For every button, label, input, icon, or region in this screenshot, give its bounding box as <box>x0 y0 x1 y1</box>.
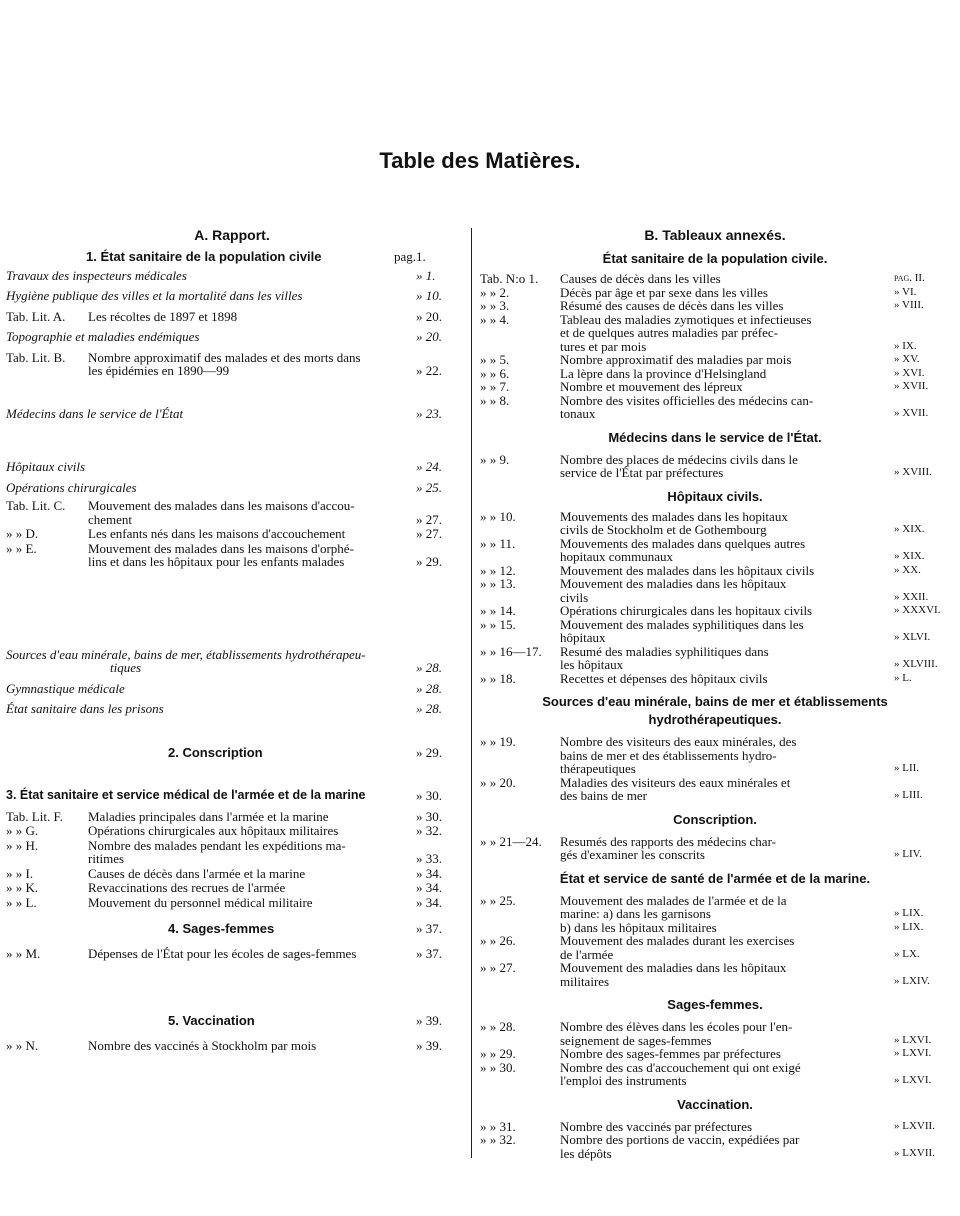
entry-text: Resumés des rapports des médecins char- <box>560 833 776 849</box>
toc-entry <box>480 564 950 578</box>
entry-text: tures et par mois <box>560 338 647 354</box>
section-heading-2 <box>6 746 458 760</box>
entry-text: et de quelques autres maladies par préfec- <box>560 325 779 340</box>
section-title: 2. Conscription <box>168 744 263 760</box>
entry-ref: » » 18. <box>480 670 516 686</box>
entry-text: l'emploi des instruments <box>560 1073 687 1088</box>
section-heading-1 <box>6 250 458 264</box>
toc-entry <box>6 896 458 910</box>
entry-page: » 32. <box>416 823 442 838</box>
entry-page: » VI. <box>894 285 917 298</box>
entry-page: » 33. <box>416 851 442 866</box>
toc-entry <box>480 1061 950 1075</box>
toc-entry <box>6 947 458 961</box>
section-title: 4. Sages-femmes <box>168 921 275 936</box>
toc-entry <box>6 555 458 569</box>
toc-entry <box>480 394 950 408</box>
entry-ref: » » 7. <box>480 379 510 394</box>
entry-page: » XIX. <box>894 550 925 562</box>
entry-text: ritimes <box>88 851 125 866</box>
entry-text: Opérations chirurgicales aux hôpitaux militaires <box>88 823 339 838</box>
section-title: 5. Vaccination <box>168 1013 255 1028</box>
entry-text: Topographie et maladies endémiques <box>6 329 200 344</box>
entry-ref: » » 31. <box>480 1118 516 1134</box>
entry-page: » LX. <box>894 947 920 960</box>
toc-entry <box>6 527 458 541</box>
toc-entry <box>480 1020 950 1034</box>
entry-page: » 34. <box>416 865 442 881</box>
entry-page: » XVII. <box>894 380 929 392</box>
toc-entry <box>6 364 458 378</box>
entry-ref: » » I. <box>6 865 34 881</box>
entry-page: » LXVI. <box>894 1047 932 1059</box>
entry-text: militaires <box>560 973 610 989</box>
toc-entry <box>480 735 950 749</box>
toc-entry <box>6 310 458 324</box>
entry-page: » XVII. <box>894 407 929 419</box>
toc-entry <box>480 975 950 989</box>
entry-page: » 27. <box>416 526 442 541</box>
entry-text: tonaux <box>560 406 596 421</box>
entry-ref: » » 5. <box>480 352 510 367</box>
toc-entry <box>480 353 950 367</box>
toc-entry <box>480 407 950 421</box>
toc-entry <box>480 367 950 381</box>
entry-page: » 28. <box>416 701 442 716</box>
entry-text: Gymnastique médicale <box>6 680 125 696</box>
entry-page: » 23. <box>416 405 442 421</box>
toc-entry <box>6 351 458 365</box>
entry-ref: » » 2. <box>480 284 510 300</box>
entry-text: civils <box>560 589 589 605</box>
right-heading: Hôpitaux civils. <box>667 488 763 504</box>
entry-page: » LXVI. <box>894 1074 932 1086</box>
entry-text: marine: a) dans les garnisons <box>560 906 711 921</box>
section-heading-4 <box>6 922 458 936</box>
entry-text: Les enfants nés dans les maisons d'accouchement <box>88 526 346 541</box>
entry-page: » 1. <box>416 267 436 283</box>
toc-entry <box>6 407 458 421</box>
toc-entry <box>480 286 950 300</box>
entry-text: Mouvement des malades de l'armée et de la <box>560 892 787 908</box>
right-column <box>480 226 950 1160</box>
right-heading-cont: hydrothérapeutiques. <box>648 712 782 727</box>
entry-text: Causes de décès dans l'armée et la marine <box>88 865 306 881</box>
entry-text: Revaccinations des recrues de l'armée <box>88 880 286 895</box>
entry-ref: » » 25. <box>480 892 516 908</box>
toc-entry <box>480 835 950 849</box>
toc-entry <box>480 272 950 286</box>
entry-ref: » » 3. <box>480 298 510 313</box>
entry-text: État sanitaire dans les prisons <box>6 701 164 716</box>
entry-ref: » » 14. <box>480 603 516 618</box>
toc-entry <box>6 269 458 283</box>
entry-ref: » » K. <box>6 880 39 895</box>
toc-entry <box>6 661 458 675</box>
section-title: 3. État sanitaire et service médical de l'armée et de la marine <box>6 788 366 802</box>
right-heading: Sages-femmes. <box>667 997 763 1012</box>
entry-text: Opérations chirurgicales <box>6 479 137 495</box>
entry-ref: » » 32. <box>480 1132 516 1147</box>
toc-entry <box>480 848 950 862</box>
toc-entry <box>480 380 950 394</box>
entry-page: » 24. <box>416 459 442 474</box>
entry-text: Travaux des inspecteurs médicales <box>6 267 187 283</box>
entry-text: chement <box>88 511 133 527</box>
toc-entry <box>480 1120 950 1134</box>
entry-page: » VIII. <box>894 299 924 311</box>
entry-text: Nombre et mouvement des lépreux <box>560 379 743 394</box>
section-heading-5 <box>6 1014 458 1028</box>
entry-ref: » » 15. <box>480 616 516 632</box>
entry-text: gés d'examiner les conscrits <box>560 847 705 862</box>
toc-entry <box>480 313 950 327</box>
toc-entry <box>6 682 458 696</box>
entry-page: » L. <box>894 671 912 684</box>
entry-text: service de l'État par préfectures <box>560 465 724 480</box>
entry-ref: » » H. <box>6 837 39 853</box>
toc-entry <box>480 550 950 564</box>
entry-text: Causes de décès dans les villes <box>560 271 721 286</box>
entry-page: » XXII. <box>894 590 929 603</box>
toc-entry <box>480 453 950 467</box>
entry-text: Mouvement des malades dans les maisons d'orphé- <box>88 540 354 556</box>
entry-ref: » » D. <box>6 526 39 541</box>
toc-entry <box>6 881 458 895</box>
entry-ref: Tab. Lit. A. <box>6 308 66 324</box>
right-heading: État sanitaire de la population civile. <box>602 251 828 266</box>
toc-entry <box>480 299 950 313</box>
right-heading: Vaccination. <box>677 1096 753 1112</box>
entry-ref: » » 6. <box>480 365 510 381</box>
entry-text: Résumé des causes de décès dans les villes <box>560 298 784 313</box>
entry-ref: » » 26. <box>480 933 516 948</box>
toc-entry <box>6 852 458 866</box>
entry-text: Mouvements des malades dans quelques autres <box>560 535 806 551</box>
entry-text: Dépenses de l'État pour les écoles de sages-femmes <box>88 945 357 961</box>
toc-entry <box>6 481 458 495</box>
entry-ref: » » 19. <box>480 734 516 749</box>
toc-entry <box>480 510 950 524</box>
toc-entry <box>6 513 458 527</box>
toc-entry <box>480 1047 950 1061</box>
entry-page: » LIV. <box>894 848 922 860</box>
entry-page: » LXVI. <box>894 1033 932 1046</box>
toc-entry <box>480 1147 950 1161</box>
entry-text: Nombre des malades pendant les expéditions ma- <box>88 837 346 853</box>
entry-page: 1. <box>416 249 426 264</box>
entry-page: » XV. <box>894 353 920 365</box>
toc-entry <box>480 1034 950 1048</box>
toc-entry <box>480 894 950 908</box>
entry-ref: Tab. N:o 1. <box>480 271 539 286</box>
entry-ref: » » 27. <box>480 960 516 975</box>
entry-page: » 34. <box>416 880 442 895</box>
entry-text: b) dans les hôpitaux militaires <box>560 919 717 935</box>
entry-text: Maladies principales dans l'armée et la marine <box>88 808 329 824</box>
toc-entry <box>480 961 950 975</box>
entry-page: » 29. <box>416 744 442 760</box>
entry-page: » 25. <box>416 479 442 495</box>
entry-ref: » » 10. <box>480 508 516 524</box>
toc-entry <box>480 672 950 686</box>
section-heading-3 <box>6 789 458 803</box>
entry-ref: » » 11. <box>480 535 516 551</box>
entry-page: » 28. <box>416 680 442 696</box>
right-heading: État et service de santé de l'armée et de la marine. <box>559 870 871 886</box>
entry-text: Mouvement des maladies dans les hôpitaux <box>560 576 787 591</box>
toc-entry <box>480 776 950 790</box>
entry-text: Hôpitaux civils <box>6 459 86 474</box>
entry-text: Mouvement des malades dans les maisons d'accou- <box>88 498 355 513</box>
entry-text: Sources d'eau minérale, bains de mer, établissements hydrothérapeu- <box>6 646 366 662</box>
toc-entry <box>480 921 950 935</box>
toc-entry <box>6 1039 458 1053</box>
entry-page: » LIII. <box>894 789 923 801</box>
toc-entry <box>480 577 950 591</box>
entry-page: » 29. <box>416 554 442 569</box>
entry-page: » LXVII. <box>894 1119 935 1132</box>
entry-text: Mouvement du personnel médical militaire <box>88 894 313 910</box>
entry-page: » 20. <box>416 308 442 324</box>
right-heading: Sources d'eau minérale, bains de mer et établissements <box>542 694 888 709</box>
entry-text: Resumé des maladies syphilitiques dans <box>560 643 769 659</box>
entry-ref: » » N. <box>6 1037 39 1053</box>
entry-text: Nombre approximatif des maladies par mois <box>560 352 792 367</box>
entry-text: Médecins dans le service de l'État <box>6 405 184 421</box>
entry-ref: » » E. <box>6 540 37 556</box>
entry-text: Nombre des places de médecins civils dans le <box>560 451 798 467</box>
section-heading-a: A. Rapport. <box>194 227 270 243</box>
entry-text: Mouvement des malades durant les exercises <box>560 933 795 948</box>
toc-entry <box>480 1074 950 1088</box>
entry-ref: » » 13. <box>480 576 516 591</box>
entry-text: Mouvement des malades syphilitiques dans les <box>560 616 804 632</box>
toc-entry <box>480 466 950 480</box>
left-column <box>6 226 458 1052</box>
toc-entry <box>6 702 458 716</box>
toc-entry <box>480 1133 950 1147</box>
toc-entry <box>480 618 950 632</box>
entry-text: Mouvements des malades dans les hopitaux <box>560 508 788 524</box>
entry-page: » 39. <box>416 1037 442 1053</box>
entry-page: » LXIV. <box>894 974 930 987</box>
entry-text: des bains de mer <box>560 788 648 803</box>
entry-ref: » » 29. <box>480 1046 516 1061</box>
entry-text: Nombre des élèves dans les écoles pour l'en- <box>560 1019 793 1034</box>
entry-ref: » » 9. <box>480 451 510 467</box>
toc-entry <box>480 523 950 537</box>
entry-page: » 34. <box>416 894 442 910</box>
entry-text: Nombre des vaccinés à Stockholm par mois <box>88 1037 317 1053</box>
entry-ref: » » M. <box>6 945 41 961</box>
entry-text: lins et dans les hôpitaux pour les enfants malades <box>88 554 345 569</box>
entry-page: » 27. <box>416 511 442 527</box>
toc-entry <box>480 631 950 645</box>
entry-ref: » » L. <box>6 894 37 910</box>
toc-entry <box>480 340 950 354</box>
entry-text: Hygiène publique des villes et la mortalité dans les villes <box>6 288 303 303</box>
toc-entry <box>480 645 950 659</box>
entry-text: Mouvement des malades dans les hôpitaux civils <box>560 562 815 578</box>
entry-page: » 39. <box>416 1013 442 1028</box>
section-heading-b: B. Tableaux annexés. <box>644 227 786 243</box>
entry-text: La lèpre dans la province d'Helsingland <box>560 365 767 381</box>
toc-entry <box>480 591 950 605</box>
right-heading: Conscription. <box>673 811 757 827</box>
toc-entry <box>6 839 458 853</box>
toc-entry <box>480 658 950 672</box>
entry-text: Nombre des portions de vaccin, expédiées par <box>560 1132 800 1147</box>
entry-text: Nombre des cas d'accouchement qui ont exigé <box>560 1059 801 1075</box>
entry-text: de l'armée <box>560 946 614 962</box>
entry-page: pag. II. <box>894 272 925 284</box>
toc-entry <box>6 330 458 344</box>
toc-entry <box>480 537 950 551</box>
entry-text: thérapeutiques <box>560 761 636 776</box>
toc-entry <box>480 789 950 803</box>
toc-entry <box>480 604 950 618</box>
entry-page: » 10. <box>416 288 442 303</box>
entry-ref: » » 8. <box>480 392 510 408</box>
entry-text: Nombre des vaccinés par préfectures <box>560 1118 753 1134</box>
entry-text: tiques <box>6 660 142 675</box>
entry-text: Nombre des sages-femmes par préfectures <box>560 1046 781 1061</box>
entry-ref: Tab. Lit. B. <box>6 349 66 365</box>
toc-entry <box>480 762 950 776</box>
entry-page: » 22. <box>416 363 442 378</box>
entry-page: » 30. <box>416 808 442 824</box>
entry-text: hopitaux communaux <box>560 549 674 564</box>
entry-page: » IX. <box>894 339 917 352</box>
entry-text: bains de mer et des établissements hydro- <box>560 747 777 763</box>
entry-page: » XLVI. <box>894 631 931 643</box>
entry-page: » XVIII. <box>894 466 932 478</box>
entry-ref: » » G. <box>6 823 39 838</box>
toc-entry <box>6 824 458 838</box>
entry-text: Tableau des maladies zymotiques et infectieuses <box>560 311 812 327</box>
entry-text: Les récoltes de 1897 et 1898 <box>88 308 238 324</box>
toc-entry <box>480 907 950 921</box>
entry-page: » 37. <box>416 945 442 961</box>
toc-entry <box>6 867 458 881</box>
toc-entry <box>480 948 950 962</box>
toc-entry <box>480 326 950 340</box>
entry-page: » LII. <box>894 762 920 774</box>
column-divider <box>471 228 472 1158</box>
entry-page: » 37. <box>416 921 442 936</box>
entry-text: Nombre approximatif des malades et des morts dans <box>88 349 361 365</box>
page-prefix: pag. <box>393 249 416 264</box>
section-title: 1. État sanitaire de la population civile <box>86 249 322 264</box>
entry-ref: » » 28. <box>480 1019 516 1034</box>
toc-entry <box>6 810 458 824</box>
entry-text: hôpitaux <box>560 630 606 645</box>
entry-text: Nombre des visites officielles des médecins can- <box>560 392 814 408</box>
entry-text: les épidémies en 1890—99 <box>88 363 230 378</box>
entry-text: Décès par âge et par sexe dans les villes <box>560 284 768 300</box>
entry-text: Opérations chirurgicales dans les hopitaux civils <box>560 603 813 618</box>
entry-ref: » » 16—17. <box>480 643 542 659</box>
entry-ref: » » 21—24. <box>480 833 542 849</box>
entry-ref: » » 20. <box>480 774 516 790</box>
entry-page: » 28. <box>416 660 442 675</box>
entry-ref: Tab. Lit. F. <box>6 808 63 824</box>
entry-text: civils de Stockholm et de Gothembourg <box>560 522 767 537</box>
toc-entry <box>6 289 458 303</box>
entry-page: » LXVII. <box>894 1146 935 1159</box>
right-heading: Médecins dans le service de l'État. <box>608 429 822 445</box>
toc-entry <box>6 460 458 474</box>
entry-page: » XXXVI. <box>894 604 941 616</box>
entry-text: seignement de sages-femmes <box>560 1032 712 1048</box>
entry-text: Mouvement des maladies dans les hôpitaux <box>560 960 787 975</box>
entry-text: les hôpitaux <box>560 657 624 672</box>
entry-page: » XLVIII. <box>894 658 938 670</box>
entry-page: » LIX. <box>894 920 924 933</box>
entry-text: les dépôts <box>560 1145 612 1161</box>
entry-page: » XIX. <box>894 523 925 535</box>
entry-ref: » » 12. <box>480 562 516 578</box>
entry-page: » XVI. <box>894 366 925 379</box>
entry-page: » LIX. <box>894 907 924 919</box>
entry-text: Recettes et dépenses des hôpitaux civils <box>560 670 768 686</box>
entry-text: Maladies des visiteurs des eaux minérales et <box>560 774 791 790</box>
entry-text: Nombre des visiteurs des eaux minérales, des <box>560 734 797 749</box>
toc-entry <box>480 749 950 763</box>
toc-entry <box>480 934 950 948</box>
entry-page: » 20. <box>416 329 442 344</box>
entry-ref: » » 30. <box>480 1059 516 1075</box>
entry-ref: Tab. Lit. C. <box>6 498 66 513</box>
entry-ref: » » 4. <box>480 311 510 327</box>
toc-entry <box>6 648 458 662</box>
entry-page: » 30. <box>416 788 442 803</box>
toc-entry <box>6 499 458 513</box>
entry-page: » XX. <box>894 563 921 576</box>
toc-entry <box>6 542 458 556</box>
page-title: Table des Matières. <box>379 148 581 173</box>
